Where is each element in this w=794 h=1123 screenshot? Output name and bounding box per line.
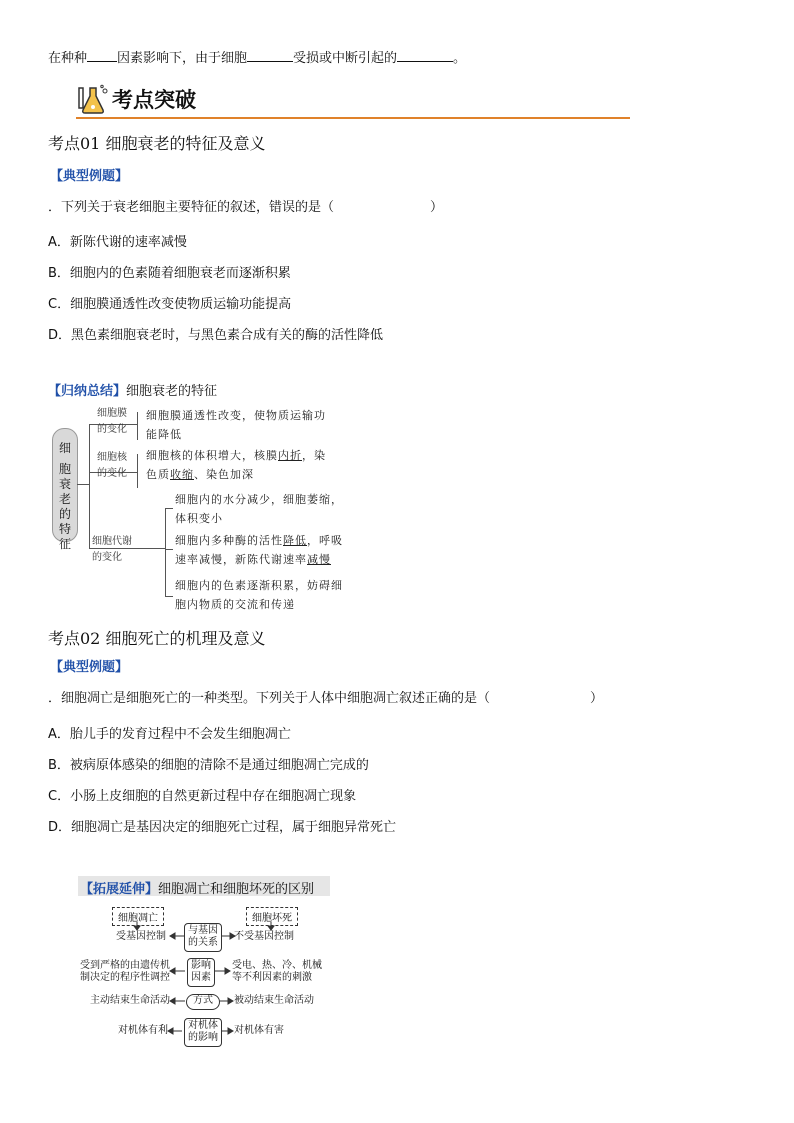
- kp2-question-stem: [48, 690, 603, 708]
- kp2-option-b[interactable]: B．被病原体感染的细胞的清除不是通过细胞凋亡完成的: [48, 758, 369, 773]
- intro-sentence: [48, 48, 466, 68]
- kp1-option-d[interactable]: D．黑色素细胞衰老时，与黑色素合成有关的酶的活性降低: [48, 328, 384, 343]
- kp1-stem-close: ）: [430, 200, 444, 215]
- ext-right-gene: 不受基因控制: [234, 931, 294, 942]
- ext-left-effect: 对机体有利: [118, 1025, 168, 1036]
- kp1-tag: 【典型例题】: [50, 169, 129, 184]
- connector: [137, 548, 165, 549]
- blank-1[interactable]: [87, 48, 117, 62]
- cat-label: 的变化: [97, 424, 127, 435]
- blank-3[interactable]: [397, 48, 453, 62]
- cat-label: 细胞核: [97, 452, 127, 463]
- desc-text: 速率减慢，新陈代谢速率: [175, 553, 307, 566]
- desc-text: 细胞核的体积增大，核膜: [146, 449, 278, 462]
- cat-membrane: [97, 406, 127, 438]
- root-char: 胞: [58, 462, 71, 476]
- root-char: 老: [58, 492, 71, 506]
- connector: [165, 596, 173, 597]
- cat-label: 的变化: [92, 552, 122, 563]
- apoptosis-head: 细胞凋亡: [112, 907, 164, 926]
- ext-right-factor: [232, 960, 322, 984]
- intro-text-1: 在种种: [48, 51, 88, 66]
- lab-flask-icon: [76, 84, 110, 120]
- desc-text: 细胞内多种酶的活性: [175, 534, 283, 547]
- desc-line: 细胞内的色素逐渐积累，妨碍细: [175, 579, 343, 592]
- connector: [137, 412, 138, 440]
- intro-text-4: 。: [453, 51, 467, 66]
- kp2-option-a[interactable]: A．胎儿手的发育过程中不会发生细胞凋亡: [48, 727, 291, 742]
- blank-2[interactable]: [247, 48, 293, 62]
- left-line: 制决定的程序性调控: [80, 972, 170, 983]
- kp2-option-c[interactable]: C．小肠上皮细胞的自然更新过程中存在细胞凋亡现象: [48, 789, 357, 804]
- right-line: 等不利因素的刺激: [232, 972, 312, 983]
- desc-text: ，染: [302, 449, 326, 462]
- ext-right-mode: 被动结束生命活动: [234, 995, 314, 1006]
- center-label: 因素: [191, 972, 211, 983]
- ext-center-effect: [184, 1018, 222, 1047]
- desc-text: 、染色加深: [194, 468, 254, 481]
- section-banner-rule: [76, 117, 630, 119]
- kp1-option-c[interactable]: C．细胞膜通透性改变使物质运输功能提高: [48, 297, 292, 312]
- ext-left-mode: 主动结束生命活动: [90, 995, 170, 1006]
- summary-title: [48, 380, 217, 399]
- cat-metabolism-desc-1: [175, 490, 343, 528]
- kp2-tag: 【典型例题】: [50, 660, 129, 675]
- extension-bracket: 【拓展延伸】: [80, 882, 159, 897]
- intro-text-2: 因素影响下，由于细胞: [117, 51, 248, 66]
- root-char: 征: [58, 537, 71, 551]
- ext-left-gene: 受基因控制: [116, 931, 166, 942]
- kp1-option-a[interactable]: A．新陈代谢的速率减慢: [48, 235, 187, 250]
- desc-underline: 内折: [278, 449, 302, 462]
- right-line: 受电、热、冷、机械: [232, 960, 322, 971]
- section-banner-title: 考点突破: [112, 87, 196, 112]
- ext-left-factor: [80, 960, 170, 984]
- kp1-heading: 考点01 细胞衰老的特征及意义: [48, 134, 266, 153]
- desc-text: 色质: [146, 468, 170, 481]
- root-char: 细: [58, 441, 71, 455]
- connector: [89, 424, 90, 548]
- ext-center-mode: 方式: [186, 994, 220, 1010]
- intro-text-3: 受损或中断引起的: [293, 51, 398, 66]
- cat-metabolism-desc-3: [175, 576, 343, 614]
- summary-root-pill: [52, 428, 78, 551]
- desc-line: 细胞膜通透性改变，使物质运输功: [146, 409, 326, 422]
- kp2-option-d[interactable]: D．细胞凋亡是基因决定的细胞死亡过程，属于细胞异常死亡: [48, 820, 397, 835]
- cat-label: 的变化: [97, 468, 127, 479]
- desc-line: 细胞内的水分减少，细胞萎缩，: [175, 493, 343, 506]
- root-char: 衰: [58, 477, 71, 491]
- kp2-heading: 考点02 细胞死亡的机理及意义: [48, 629, 266, 648]
- desc-underline: 收缩: [170, 468, 194, 481]
- center-label: 的影响: [188, 1032, 218, 1043]
- desc-line: 能降低: [146, 428, 182, 441]
- ext-right-effect: 对机体有害: [234, 1025, 284, 1036]
- connector: [165, 508, 173, 509]
- desc-text: ，呼吸: [307, 534, 343, 547]
- summary-title-text: 细胞衰老的特征: [126, 384, 218, 399]
- cat-metabolism-desc-2: [175, 531, 343, 569]
- root-char: 的: [58, 507, 71, 521]
- cat-nucleus-desc: [146, 446, 326, 484]
- kp1-question-stem: [48, 199, 443, 217]
- kp2-stem-text: ．细胞凋亡是细胞死亡的一种类型。下列关于人体中细胞凋亡叙述正确的是（: [48, 691, 491, 706]
- cat-metabolism: [92, 534, 132, 566]
- extension-title-text: 细胞凋亡和细胞坏死的区别: [158, 882, 315, 897]
- root-char: 特: [58, 522, 71, 536]
- ext-center-gene: [184, 923, 222, 952]
- cat-membrane-desc: [146, 406, 326, 444]
- left-line: 受到严格的由遗传机: [80, 960, 170, 971]
- connector: [165, 508, 166, 596]
- ext-center-factor: [187, 958, 215, 987]
- center-label: 与基因: [188, 925, 218, 936]
- cat-nucleus: [97, 450, 127, 482]
- extension-title: [80, 878, 314, 897]
- desc-underline: 降低: [283, 534, 307, 547]
- center-label: 的关系: [188, 937, 218, 948]
- cat-label: 细胞代谢: [92, 536, 132, 547]
- cat-label: 细胞膜: [97, 408, 127, 419]
- desc-line: 胞内物质的交流和传递: [175, 598, 295, 611]
- center-label: 对机体: [188, 1020, 218, 1031]
- kp1-option-b[interactable]: B．细胞内的色素随着细胞衰老而逐渐积累: [48, 266, 291, 281]
- desc-line: 体积变小: [175, 512, 223, 525]
- summary-bracket: 【归纳总结】: [48, 384, 127, 399]
- kp2-stem-close: ）: [590, 691, 604, 706]
- connector: [137, 454, 138, 488]
- necrosis-head: 细胞坏死: [246, 907, 298, 926]
- center-label: 影响: [191, 960, 211, 971]
- kp1-stem-text: ．下列关于衰老细胞主要特征的叙述，错误的是（: [48, 200, 335, 215]
- connector: [165, 549, 173, 550]
- desc-underline: 减慢: [307, 553, 331, 566]
- connector: [77, 484, 89, 485]
